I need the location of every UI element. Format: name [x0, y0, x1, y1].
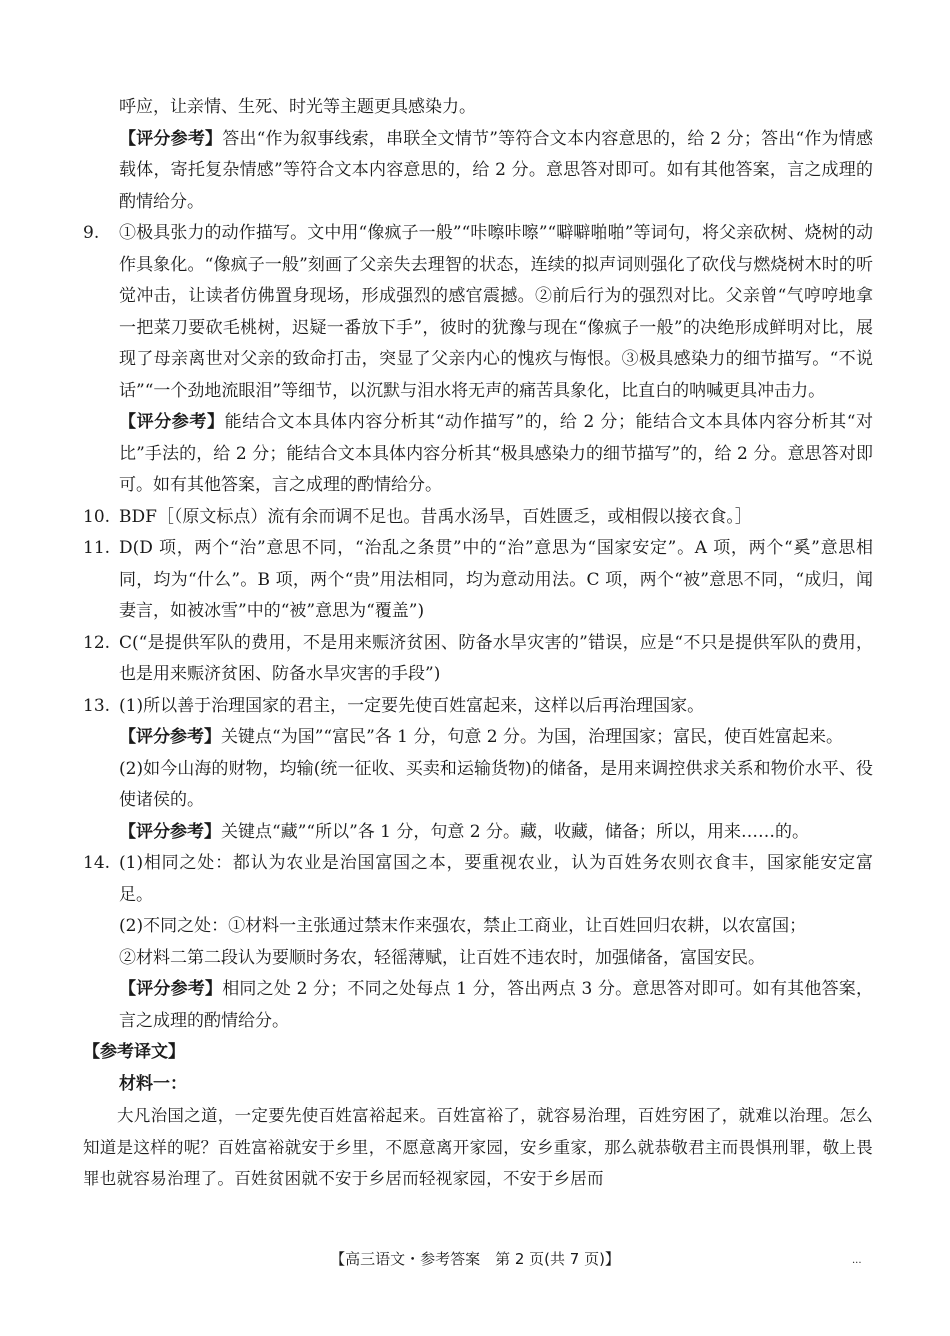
question-number: 14. — [83, 853, 111, 873]
scoring-tag: 【评分参考】 — [119, 821, 221, 842]
question-11-answer: D(D 项，两个“治”意思不同，“治乱之条贯”中的“治”意思为“国家安定”。A 项，两个“奚”意思相同，均为“什么”。B 项，两个“贵”用法相同，均为意动用法。C 项，两个“被”意思不同，“成归，闻妻言，如被冰雪”中的“被”意思为“覆盖”) — [119, 538, 873, 621]
q14-scoring — [83, 974, 873, 1037]
question-number: 13. — [83, 695, 111, 716]
question-11 — [83, 533, 873, 628]
question-12 — [83, 628, 873, 691]
answer-content — [83, 92, 873, 1195]
question-14-part-2: (2)不同之处：①材料一主张通过禁末作来强农，禁止工商业，让百姓回归农耕，以农富国； — [119, 916, 807, 936]
question-number: 12. — [83, 632, 111, 653]
scoring-tag: 【评分参考】 — [119, 412, 225, 432]
question-number: 10. — [83, 506, 111, 527]
question-14-part-3: ②材料二第二段认为要顺时务农，轻徭薄赋，让百姓不违农时，加强储备，富国安民。 — [119, 947, 765, 968]
question-10-answer: BDF［（原文标点）流有余而调不足也。昔禹水汤旱，百姓匮乏，或相假以接衣食。］ — [119, 506, 752, 527]
q13-scoring-1-text: 关键点“为国”“富民”各 1 分，句意 2 分。为国，治理国家；富民，使百姓富起来。 — [221, 727, 844, 747]
question-14 — [83, 848, 873, 911]
question-10 — [83, 502, 873, 534]
corner-mark: ... — [852, 1255, 862, 1266]
q13-scoring-2-text: 关键点“藏”“所以”各 1 分，句意 2 分。藏，收藏，储备；所以，用来……的。 — [221, 821, 810, 842]
q8-scoring-text: 答出“作为叙事线索，串联全文情节”等符合文本内容意思的，给 2 分；答出“作为情感载体，寄托复杂情感”等符合文本内容意思的，给 2 分。意思答对即可。如有其他答案，言之成理的酌情给分。 — [119, 128, 874, 212]
q9-scoring-text: 能结合文本具体内容分析其“动作描写”的，给 2 分；能结合文本具体内容分析其“对比”手法的，给 2 分；能结合文本具体内容分析其“极具感染力的细节描写”的，给 2 分。意思答对即可。如有其他答案，言之成理的酌情给分。 — [119, 412, 873, 495]
scoring-tag: 【评分参考】 — [119, 727, 221, 747]
q13-scoring-2 — [83, 817, 873, 849]
q9-scoring — [83, 407, 873, 502]
translation-subheading: 材料一： — [119, 1073, 187, 1094]
question-9 — [83, 218, 873, 407]
q13-scoring-1 — [83, 722, 873, 754]
question-13 — [83, 691, 873, 723]
question-13-part-2: (2)如今山海的财物，均输(统一征收、买卖和运输货物)的储备，是用来调控供求关系和物价水平、役使诸侯的。 — [119, 758, 873, 810]
question-9-answer: ①极具张力的动作描写。文中用“像疯子一般”“咔嚓咔嚓”“噼噼啪啪”等词句，将父亲砍树、烧树的动作具象化。“像疯子一般”刻画了父亲失去理智的状态，连续的拟声词则强化了砍伐与燃烧树木时的听觉冲击，让读者仿佛置身现场，形成强烈的感官震撼。②前后行为的强烈对比。父亲曾“气哼哼地拿一把菜刀要砍毛桃树，迟疑一番放下手”，彼时的犹豫与现在“像疯子一般”的决绝形成鲜明对比，展现了母亲离世对父亲的致命打击，突显了父亲内心的愧疚与悔恨。③极具感染力的细节描写。“不说话”“一个劲地流眼泪”等细节，以沉默与泪水将无声的痛苦具象化，比直白的呐喊更具冲击力。 — [119, 223, 873, 401]
question-12-answer: C(“是提供军队的费用，不是用来赈济贫困、防备水旱灾害的”错误，应是“不只是提供军队的费用，也是用来赈济贫困、防备水旱灾害的手段”) — [119, 632, 873, 684]
q8-scoring — [83, 124, 873, 219]
page-footer: 【高三语文・参考答案 第 2 页(共 7 页)】 — [330, 1250, 620, 1268]
question-14-part-1: (1)相同之处：都认为农业是治国富国之本，要重视农业，认为百姓务农则衣食丰，国家能安定富足。 — [119, 853, 873, 905]
scoring-tag: 【评分参考】 — [119, 128, 223, 149]
translation-heading: 【参考译文】 — [83, 1042, 185, 1062]
question-number: 9. — [83, 223, 100, 243]
scoring-tag: 【评分参考】 — [119, 979, 223, 999]
q8-continuation: 呼应，让亲情、生死、时光等主题更具感染力。 — [119, 97, 476, 117]
translation-text: 大凡治国之道，一定要先使百姓富裕起来。百姓富裕了，就容易治理，百姓穷困了，就难以治理。怎么知道是这样的呢？百姓富裕就安于乡里，不愿意离开家园，安乡重家，那么就恭敬君主而畏惧刑罪，敬上畏罪也就容易治理了。百姓贫困就不安于乡居而轻视家园，不安于乡居而 — [83, 1106, 873, 1188]
question-number: 11. — [83, 538, 111, 558]
q14-scoring-text: 相同之处 2 分；不同之处每点 1 分，答出两点 3 分。意思答对即可。如有其他答案，言之成理的酌情给分。 — [119, 979, 873, 1031]
question-13-part-1: (1)所以善于治理国家的君主，一定要先使百姓富起来，这样以后再治理国家。 — [119, 695, 705, 716]
